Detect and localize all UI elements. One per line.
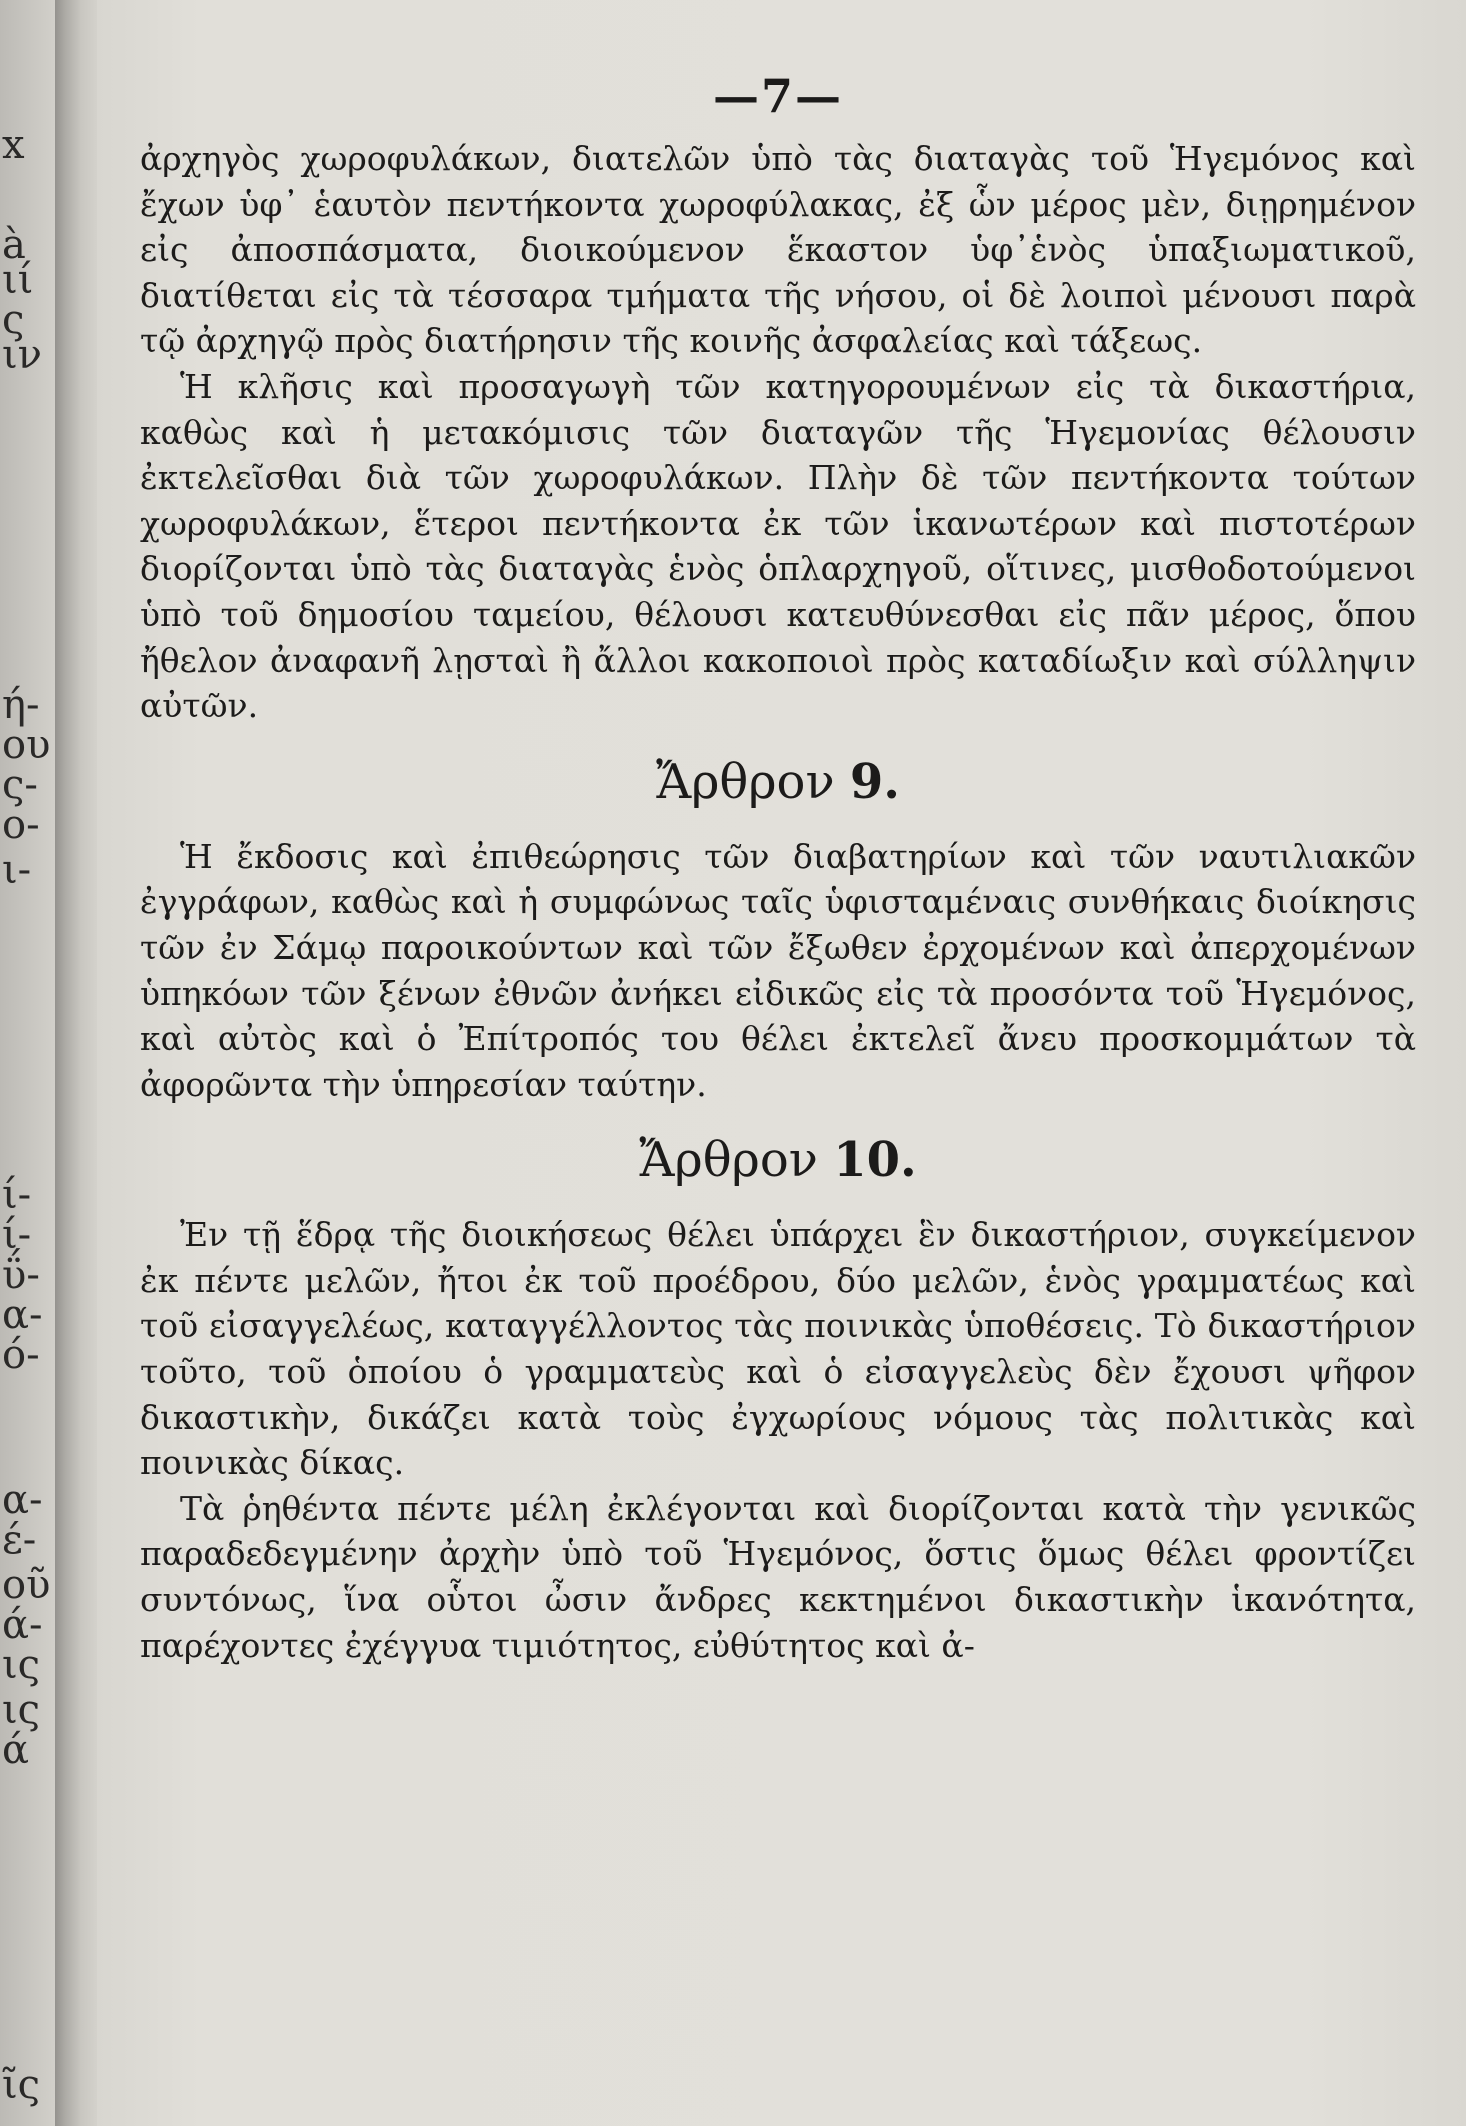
adjacent-page-margin	[0, 0, 55, 2126]
margin-fragment: ις	[2, 1642, 41, 1688]
margin-fragment: οῦ	[2, 1562, 51, 1608]
margin-fragment: ῖς	[2, 2062, 41, 2108]
article-word: Ἄρθρον	[639, 1132, 818, 1189]
article-number: 10.	[833, 1132, 917, 1189]
margin-fragment: ί-	[2, 1212, 32, 1258]
paragraph: ἀρχηγὸς χωροφυλάκων, διατελῶν ὑπὸ τὰς διαταγὰς τοῦ Ἡγεμόνος καὶ ἔχων ὑφ᾽ ἑαυτὸν πεντήκοντα χωροφύλακας, ἐξ ὧν μέρος μὲν, διῃρημένον εἰς ἀποσπάσματα, διοικούμενον ἕκαστον ὑφ᾽ἑνὸς ὑπαξιωματικοῦ, διατίθεται εἰς τὰ τέσσαρα τμήματα τῆς νήσου, οἱ δὲ λοιποὶ μένουσι παρὰ τῷ ἀρχηγῷ πρὸς διατήρησιν τῆς κοινῆς ἀσφαλείας καὶ τάξεως.	[140, 139, 1416, 361]
page-number: —7—	[712, 69, 843, 123]
margin-fragment: έ-	[2, 1517, 37, 1563]
article-9	[140, 735, 1416, 1108]
article-word: Ἄρθρον	[655, 753, 835, 810]
book-gutter	[55, 0, 97, 2126]
margin-fragment: ιί	[2, 257, 34, 303]
article-10	[140, 1113, 1416, 1668]
margin-fragment: ις	[2, 1687, 41, 1733]
margin-fragment: ι-	[2, 847, 32, 893]
margin-fragment: ά-	[2, 1602, 43, 1648]
margin-fragment: ό-	[2, 1332, 40, 1378]
margin-fragment: ς-	[2, 762, 38, 808]
margin-fragment: ΰ-	[2, 1252, 40, 1298]
margin-fragment: ου	[2, 722, 51, 768]
page-content	[140, 56, 1416, 1668]
article-number: 9.	[849, 753, 900, 810]
margin-fragment: à	[2, 222, 26, 268]
margin-fragment: ί-	[2, 1172, 32, 1218]
paragraph: Ἐν τῇ ἕδρᾳ τῆς διοικήσεως θέλει ὑπάρχει ἓν δικαστήριον, συγκείμενον ἐκ πέντε μελῶν, ἤτοι ἐκ τοῦ προέδρου, δύο μελῶν, ἑνὸς γραμματέως καὶ τοῦ εἰσαγγελέως, καταγγέλλοντος τὰς ποινικὰς ὑποθέσεις. Τὸ δικαστήριον τοῦτο, τοῦ ὁποίου ὁ γραμματεὺς καὶ ὁ εἰσαγγελεὺς δὲν ἔχουσι ψῆφον δικαστικὴν, δικάζει κατὰ τοὺς ἐγχωρίους νόμους τὰς πολιτικὰς καὶ ποινικὰς δίκας.	[140, 1215, 1416, 1483]
margin-fragment: ή-	[2, 682, 40, 728]
margin-fragment: x	[2, 122, 25, 168]
margin-fragment: ά	[2, 1727, 30, 1773]
paragraph: Ἡ κλῆσις καὶ προσαγωγὴ τῶν κατηγορουμένων εἰς τὰ δικαστήρια, καθὼς καὶ ἡ μετακόμισις τῶν διαταγῶν τῆς Ἡγεμονίας θέλουσιν ἐκτελεῖσθαι διὰ τῶν χωροφυλάκων. Πλὴν δὲ τῶν πεντήκοντα τούτων χωροφυλάκων, ἕτεροι πεντήκοντα ἐκ τῶν ἱκανωτέρων καὶ πιστοτέρων διορίζονται ὑπὸ τὰς διαταγὰς ἑνὸς ὁπλαρχηγοῦ, οἵτινες, μισθοδοτούμενοι ὑπὸ τοῦ δημοσίου ταμείου, θέλουσι κατευθύνεσθαι εἰς πᾶν μέρος, ὅπου ἤθελον ἀναφανῆ λῃσταὶ ἢ ἄλλοι κακοποιοὶ πρὸς καταδίωξιν καὶ σύλληψιν αὐτῶν.	[140, 366, 1416, 726]
article-heading	[140, 735, 1416, 830]
paragraph: Ἡ ἔκδοσις καὶ ἐπιθεώρησις τῶν διαβατηρίων καὶ τῶν ναυτιλιακῶν ἐγγράφων, καθὼς καὶ ἡ συμφώνως ταῖς ὑφισταμέναις συνθήκαις διοίκησις τῶν ἐν Σάμῳ παροικούντων καὶ τῶν ἔξωθεν ἐρχομένων καὶ ἀπερχομένων ὑπηκόων τῶν ξένων ἐθνῶν ἀνήκει εἰδικῶς εἰς τὰ προσόντα τοῦ Ἡγεμόνος, καὶ αὐτὸς καὶ ὁ Ἐπίτροπός του θέλει ἐκτελεῖ ἄνευ προσκομμάτων τὰ ἀφορῶντα τὴν ὑπηρεσίαν ταύτην.	[140, 836, 1416, 1104]
margin-fragment: α-	[2, 1292, 43, 1338]
margin-fragment: ιν	[2, 332, 42, 378]
paragraph: Τὰ ῥηθέντα πέντε μέλη ἐκλέγονται καὶ διορίζονται κατὰ τὴν γενικῶς παραδεδεγμένην ἀρχὴν ὑπὸ τοῦ Ἡγεμόνος, ὅστις ὅμως θέλει φροντίζει συντόνως, ἵνα οὗτοι ὦσιν ἄνδρες κεκτημένοι δικαστικὴν ἱκανότητα, παρέχοντες ἐχέγγυα τιμιότητος, εὐθύτητος καὶ ἀ-	[140, 1488, 1416, 1665]
intro-section	[140, 136, 1416, 729]
margin-fragment: ο-	[2, 802, 40, 848]
margin-fragment: ς	[2, 297, 25, 343]
margin-fragment: α-	[2, 1477, 43, 1523]
article-heading	[140, 1113, 1416, 1208]
